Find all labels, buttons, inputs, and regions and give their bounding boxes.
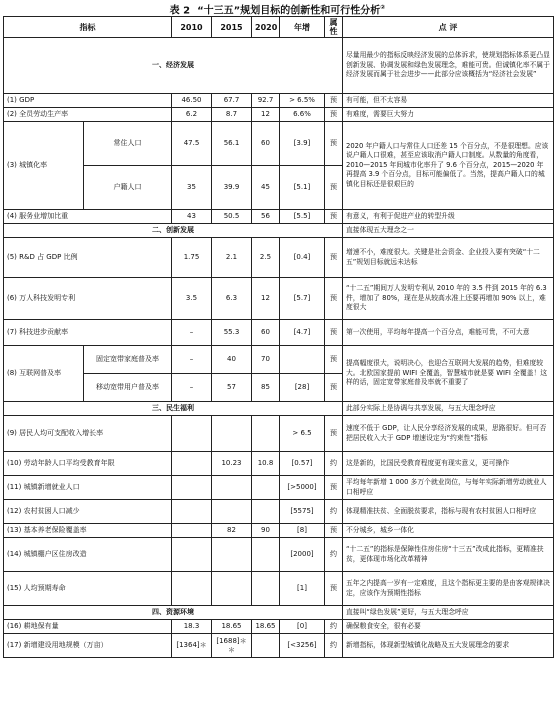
attribute: 预 bbox=[325, 210, 343, 224]
indicator-name: (8) 互联网普及率 bbox=[4, 346, 84, 402]
comment: 平均每年新增 1 000 多万个就业岗位，与每年实际新增劳动就业人口相呼应 bbox=[343, 476, 554, 500]
table-row bbox=[4, 500, 554, 524]
annual-change bbox=[280, 346, 325, 374]
indicator-name: (7) 科技进步贡献率 bbox=[4, 320, 172, 346]
table-row bbox=[4, 278, 554, 320]
comment: 不分城乡，城乡一体化 bbox=[343, 524, 554, 538]
table-row bbox=[4, 452, 554, 476]
value-2010: 3.5 bbox=[172, 278, 212, 320]
value-2010 bbox=[172, 476, 212, 500]
indicator-name: (5) R&D 占 GDP 比例 bbox=[4, 238, 172, 278]
comment: 有意义，有利于促进产业的转型升级 bbox=[343, 210, 554, 224]
value-2020: 85 bbox=[252, 374, 280, 402]
attribute: 预 bbox=[325, 572, 343, 606]
attribute: 预 bbox=[325, 524, 343, 538]
value-2020: 12 bbox=[252, 108, 280, 122]
table-row bbox=[4, 476, 554, 500]
comment: 第一次使用，平均每年提高一个百分点，难能可贵，不可大意 bbox=[343, 320, 554, 346]
value-2020: 70 bbox=[252, 346, 280, 374]
indicator-name: (16) 耕地保有量 bbox=[4, 620, 172, 634]
value-2015: 57 bbox=[212, 374, 252, 402]
attribute: 约 bbox=[325, 538, 343, 572]
value-2020: 60 bbox=[252, 122, 280, 166]
attribute: 约 bbox=[325, 634, 343, 658]
indicator-name: (14) 城镇棚户区住房改造 bbox=[4, 538, 172, 572]
annual-change: [5.5] bbox=[280, 210, 325, 224]
header-indicator: 指标 bbox=[4, 17, 172, 38]
annual-change: [5.1] bbox=[280, 166, 325, 210]
annual-change: [4.7] bbox=[280, 320, 325, 346]
indicator-name: (4) 服务业增加比重 bbox=[4, 210, 172, 224]
value-2010: – bbox=[172, 346, 212, 374]
comment: 确保粮食安全，很有必要 bbox=[343, 620, 554, 634]
attribute: 预 bbox=[325, 476, 343, 500]
annual-change: [3.9] bbox=[280, 122, 325, 166]
comment: 有难度，需要巨大努力 bbox=[343, 108, 554, 122]
annual-change: [>5000] bbox=[280, 476, 325, 500]
indicator-name: (15) 人均预期寿命 bbox=[4, 572, 172, 606]
section-name: 三、民生福利 bbox=[4, 402, 343, 416]
table-row bbox=[4, 94, 554, 108]
indicator-name: (11) 城镇新增就业人口 bbox=[4, 476, 172, 500]
value-2020 bbox=[252, 500, 280, 524]
value-2010 bbox=[172, 416, 212, 452]
table-row bbox=[4, 122, 554, 166]
sub-indicator-name: 移动宽带用户普及率 bbox=[84, 374, 172, 402]
value-2015 bbox=[212, 416, 252, 452]
table-row bbox=[4, 320, 554, 346]
attribute: 预 bbox=[325, 166, 343, 210]
table-row bbox=[4, 524, 554, 538]
value-2010: [1364]＊ bbox=[172, 634, 212, 658]
value-2020 bbox=[252, 572, 280, 606]
annual-change: [5575] bbox=[280, 500, 325, 524]
annual-change: [<3256] bbox=[280, 634, 325, 658]
value-2015 bbox=[212, 538, 252, 572]
value-2020: 12 bbox=[252, 278, 280, 320]
comment: 这是新的，比国民受教育程度更有现实意义，更可操作 bbox=[343, 452, 554, 476]
header-2015: 2015 bbox=[212, 17, 252, 38]
table-row bbox=[4, 572, 554, 606]
annual-change: [0.4] bbox=[280, 238, 325, 278]
table-row bbox=[4, 634, 554, 658]
indicator-name: (13) 基本养老保险覆盖率 bbox=[4, 524, 172, 538]
header-comment: 点 评 bbox=[343, 17, 554, 38]
header-row bbox=[4, 17, 554, 38]
value-2020 bbox=[252, 634, 280, 658]
table-row bbox=[4, 538, 554, 572]
value-2020: 90 bbox=[252, 524, 280, 538]
attribute: 约 bbox=[325, 452, 343, 476]
annual-change: [5.7] bbox=[280, 278, 325, 320]
annual-change: [28] bbox=[280, 374, 325, 402]
annual-change: [0.57] bbox=[280, 452, 325, 476]
value-2015: 67.7 bbox=[212, 94, 252, 108]
header-2010: 2010 bbox=[172, 17, 212, 38]
comment: 体现精准扶贫、全面脱贫要求，指标与现有农村贫困人口相呼应 bbox=[343, 500, 554, 524]
table-row bbox=[4, 210, 554, 224]
value-2020: 45 bbox=[252, 166, 280, 210]
value-2010: – bbox=[172, 320, 212, 346]
value-2010: 6.2 bbox=[172, 108, 212, 122]
attribute: 预 bbox=[325, 416, 343, 452]
annual-change: 6.6% bbox=[280, 108, 325, 122]
value-2015 bbox=[212, 572, 252, 606]
attribute: 约 bbox=[325, 500, 343, 524]
attribute: 预 bbox=[325, 320, 343, 346]
value-2020 bbox=[252, 476, 280, 500]
section-row bbox=[4, 606, 554, 620]
table-row bbox=[4, 346, 554, 374]
value-2015: 40 bbox=[212, 346, 252, 374]
value-2020: 92.7 bbox=[252, 94, 280, 108]
comment: 增速不小，难度很大。关键是社会资金、企业投入要有突破“十二五”规划目标就远未达标 bbox=[343, 238, 554, 278]
caption-prefix: 表 2 bbox=[169, 5, 191, 17]
attribute: 预 bbox=[325, 238, 343, 278]
sub-indicator-name: 常住人口 bbox=[84, 122, 172, 166]
attribute: 预 bbox=[325, 122, 343, 166]
header-annual: 年增 bbox=[280, 17, 325, 38]
value-2020: 10.8 bbox=[252, 452, 280, 476]
value-2010 bbox=[172, 572, 212, 606]
attribute: 预 bbox=[325, 346, 343, 374]
value-2020: 18.65 bbox=[252, 620, 280, 634]
value-2015: 10.23 bbox=[212, 452, 252, 476]
value-2015: 2.1 bbox=[212, 238, 252, 278]
indicator-name: (12) 农村贫困人口减少 bbox=[4, 500, 172, 524]
value-2015: 18.65 bbox=[212, 620, 252, 634]
sub-indicator-name: 户籍人口 bbox=[84, 166, 172, 210]
value-2015: 6.3 bbox=[212, 278, 252, 320]
value-2015 bbox=[212, 476, 252, 500]
caption-title: “十三五”规划目标的创新性和可行性分析 bbox=[197, 5, 381, 17]
value-2015: 50.5 bbox=[212, 210, 252, 224]
indicator-name: (1) GDP bbox=[4, 94, 172, 108]
comment: “十二五”期间万人发明专利从 2010 年的 3.5 件到 2015 年的 6.3 件，增加了 80%，现在是从较高水准上还要再增加 90% 以上，难度很大 bbox=[343, 278, 554, 320]
section-note: 直接叫“绿色发展”更好，与五大理念呼应 bbox=[343, 606, 554, 620]
indicator-name: (3) 城镇化率 bbox=[4, 122, 84, 210]
annual-change: > 6.5 bbox=[280, 416, 325, 452]
annual-change: [8] bbox=[280, 524, 325, 538]
caption-footnote: ② bbox=[380, 4, 386, 11]
comment: 五年之内提高一岁有一定难度，且这个指标更主要的是由客观规律决定，应该作为预期性指标 bbox=[343, 572, 554, 606]
value-2015: 39.9 bbox=[212, 166, 252, 210]
section-name: 二、创新发展 bbox=[4, 224, 343, 238]
table-row bbox=[4, 238, 554, 278]
value-2015: 82 bbox=[212, 524, 252, 538]
section-note: 直接体现五大理念之一 bbox=[343, 224, 554, 238]
header-2020: 2020 bbox=[252, 17, 280, 38]
attribute: 预 bbox=[325, 94, 343, 108]
value-2020 bbox=[252, 416, 280, 452]
table-caption bbox=[0, 0, 555, 16]
value-2010: 1.75 bbox=[172, 238, 212, 278]
value-2020: 60 bbox=[252, 320, 280, 346]
indicator-name: (9) 居民人均可支配收入增长率 bbox=[4, 416, 172, 452]
value-2010 bbox=[172, 500, 212, 524]
value-2015: 56.1 bbox=[212, 122, 252, 166]
attribute: 预 bbox=[325, 278, 343, 320]
section-name: 一、经济发展 bbox=[4, 38, 343, 94]
value-2010: 35 bbox=[172, 166, 212, 210]
header-attr: 属性 bbox=[325, 17, 343, 38]
comment: 新增指标，体现新型城镇化战略及五大发展理念的要求 bbox=[343, 634, 554, 658]
table-row bbox=[4, 620, 554, 634]
indicator-name: (2) 全员劳动生产率 bbox=[4, 108, 172, 122]
attribute: 约 bbox=[325, 620, 343, 634]
value-2020: 56 bbox=[252, 210, 280, 224]
sub-indicator-name: 固定宽带家庭普及率 bbox=[84, 346, 172, 374]
value-2015: 8.7 bbox=[212, 108, 252, 122]
value-2010: – bbox=[172, 374, 212, 402]
value-2015: [1688]＊＊ bbox=[212, 634, 252, 658]
value-2010: 43 bbox=[172, 210, 212, 224]
value-2010: 47.5 bbox=[172, 122, 212, 166]
value-2010: 46.50 bbox=[172, 94, 212, 108]
value-2010 bbox=[172, 452, 212, 476]
annual-change: [0] bbox=[280, 620, 325, 634]
indicator-name: (17) 新增建设用地规模（万亩） bbox=[4, 634, 172, 658]
indicator-name: (10) 劳动年龄人口平均受教育年限 bbox=[4, 452, 172, 476]
value-2020 bbox=[252, 538, 280, 572]
annual-change: [1] bbox=[280, 572, 325, 606]
attribute: 预 bbox=[325, 374, 343, 402]
section-name: 四、资源环境 bbox=[4, 606, 343, 620]
value-2010 bbox=[172, 538, 212, 572]
comment: 有可能，但不太容易 bbox=[343, 94, 554, 108]
section-note: 尽量用最少的指标反映经济发展的总体诉求，使规划指标体系更凸显创新发展、协调发展和绿色发展理念，难能可贵。但诚镇化率不属于经济发展而属于社会进步——此部分应该概括为“经济社会发展” bbox=[343, 38, 554, 94]
section-note: 此部分实际上是协调与共享发展，与五大理念呼应 bbox=[343, 402, 554, 416]
comment: “十二五”的指标是保障性住房住房“十三五”改成此指标，更精准扶贫，更体现市场化改革精神 bbox=[343, 538, 554, 572]
section-row bbox=[4, 402, 554, 416]
comment: 提高幅度很大，说明决心，也迎合互联网大发展的趋势，但难度较大。北欧国家提前 WIFI 全覆盖，智慧城市就是要 WIFI 全覆盖！这样的话，固定宽带家庭普及率就不重要了 bbox=[343, 346, 554, 402]
value-2010: 18.3 bbox=[172, 620, 212, 634]
section-row bbox=[4, 38, 554, 94]
comment: 2020 年户籍人口与常住人口还差 15 个百分点，不是很理想。应该说户籍人口很难，甚至应该取消户籍人口制度。从数量的角度看，2010—2015 年间城市化率升了 9.6 个百分点，2015—2020 年再提高 3.9 个百分点，目标可能偏低了。当然，提高户籍人口的城镇化目标还是很艰巨的 bbox=[343, 122, 554, 210]
attribute: 预 bbox=[325, 108, 343, 122]
comment: 速度不低于 GDP，让人民分享经济发展的成果，思路很好。但可否把居民收入大于 GDP 增速设定为“约束性”指标 bbox=[343, 416, 554, 452]
value-2015: 55.3 bbox=[212, 320, 252, 346]
indicator-table bbox=[3, 16, 554, 658]
section-row bbox=[4, 224, 554, 238]
annual-change: > 6.5% bbox=[280, 94, 325, 108]
indicator-name: (6) 万人科技发明专利 bbox=[4, 278, 172, 320]
value-2010 bbox=[172, 524, 212, 538]
value-2020: 2.5 bbox=[252, 238, 280, 278]
value-2015 bbox=[212, 500, 252, 524]
table-row bbox=[4, 416, 554, 452]
annual-change: [2000] bbox=[280, 538, 325, 572]
table-row bbox=[4, 108, 554, 122]
